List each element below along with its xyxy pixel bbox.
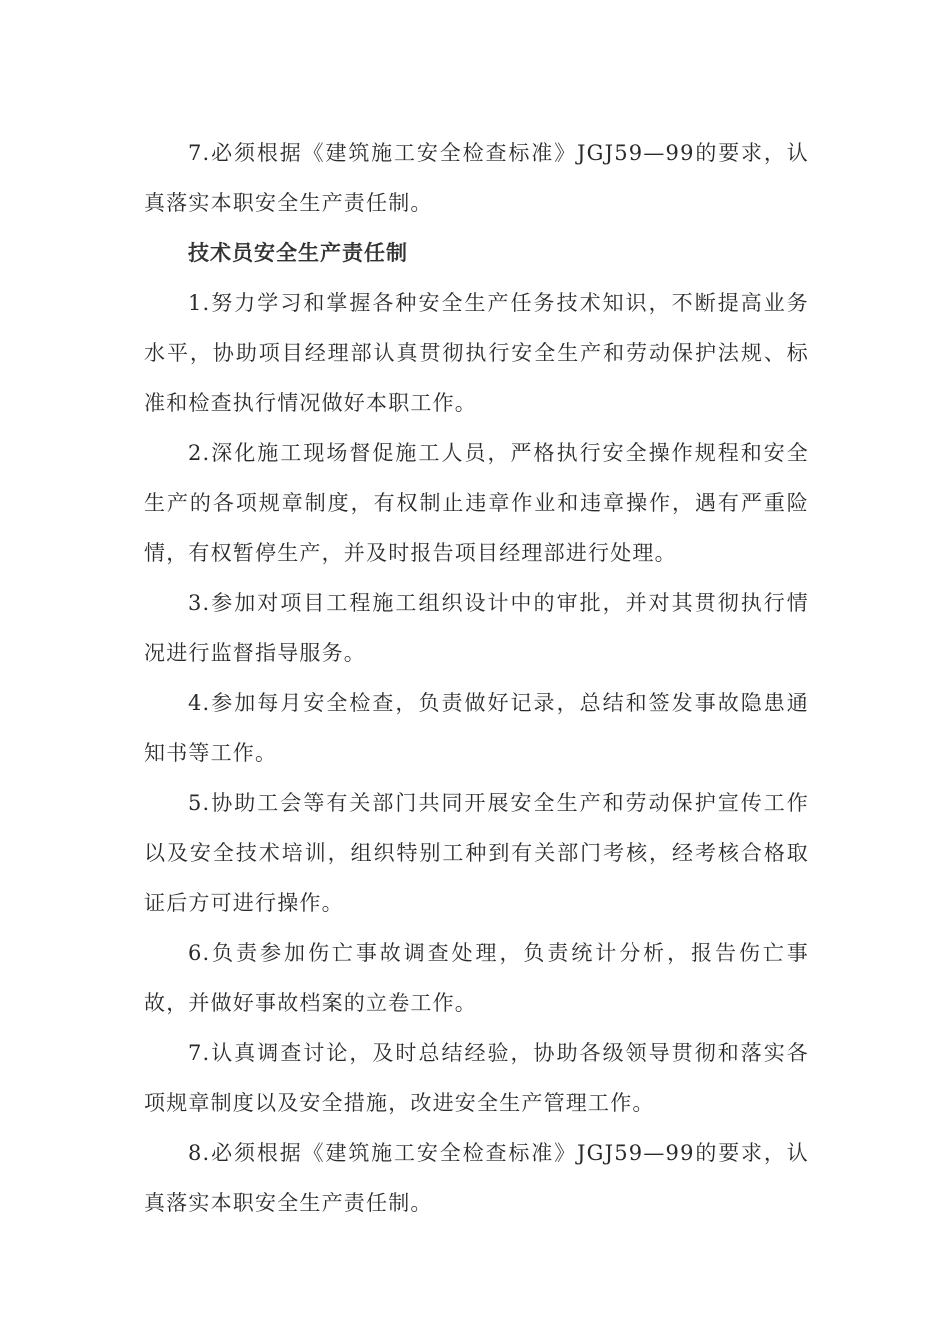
paragraph-item-7-previous: 7.必须根据《建筑施工安全检查标准》JGJ59—99的要求，认真落实本职安全生产责任制。: [144, 141, 809, 215]
paragraph-item-4: 4.参加每月安全检查，负责做好记录，总结和签发事故隐患通知书等工作。: [144, 691, 809, 765]
document-body: [144, 128, 809, 1228]
paragraph-item-8: 8.必须根据《建筑施工安全检查标准》JGJ59—99的要求，认真落实本职安全生产责任制。: [144, 1141, 809, 1215]
section-heading: 技术员安全生产责任制: [188, 241, 408, 265]
paragraph-item-1: 1.努力学习和掌握各种安全生产任务技术知识，不断提高业务水平，协助项目经理部认真贯彻执行安全生产和劳动保护法规、标准和检查执行情况做好本职工作。: [144, 291, 809, 415]
paragraph-item-2: 2.深化施工现场督促施工人员，严格执行安全操作规程和安全生产的各项规章制度，有权制止违章作业和违章操作，遇有严重险情，有权暂停生产，并及时报告项目经理部进行处理。: [144, 441, 809, 565]
paragraph-item-3: 3.参加对项目工程施工组织设计中的审批，并对其贯彻执行情况进行监督指导服务。: [144, 591, 809, 665]
paragraph-item-5: 5.协助工会等有关部门共同开展安全生产和劳动保护宣传工作以及安全技术培训，组织特别工种到有关部门考核，经考核合格取证后方可进行操作。: [144, 791, 809, 915]
paragraph-item-6: 6.负责参加伤亡事故调查处理，负责统计分析，报告伤亡事故，并做好事故档案的立卷工作。: [144, 941, 809, 1015]
paragraph-item-7: 7.认真调查讨论，及时总结经验，协助各级领导贯彻和落实各项规章制度以及安全措施，改进安全生产管理工作。: [144, 1041, 809, 1115]
